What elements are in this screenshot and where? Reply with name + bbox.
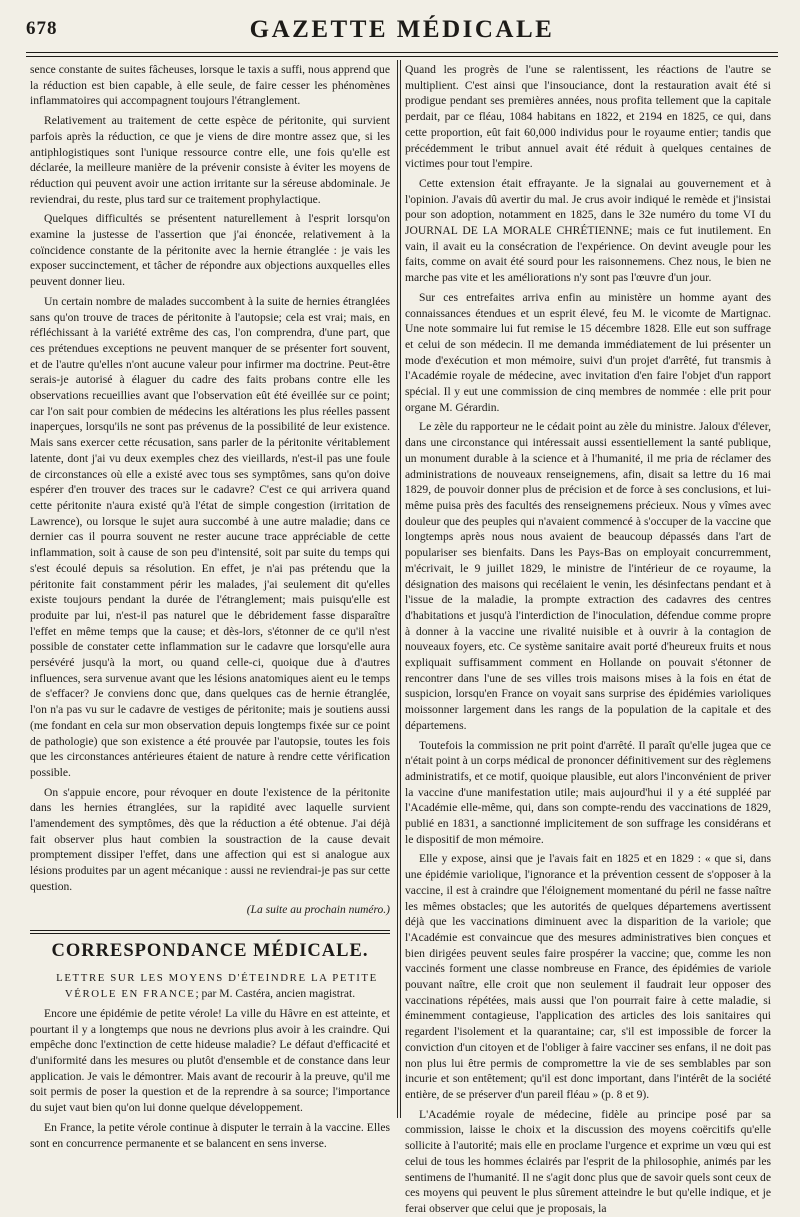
- paragraph: Relativement au traitement de cette espèce de péritonite, qui survient parfois après la réduction, ce que je viens de dire montre assez que, si les antiphlogistiques sont l'unique ressource contre elle, une fois qu'elle est déclarée, la meilleure manière de la prévenir consiste à éviter les moyens de réduction qui peuvent avoir une action irritante sur la séreuse abdominale. Je reviendrai, du reste, plus tard sur ce traitement prophylactique.: [30, 114, 390, 206]
- page-header: [26, 12, 778, 53]
- paragraph: L'Académie royale de médecine, fidèle au principe posé par sa commission, laisse le choix et la discussion des moyens coërcitifs qu'elle sollicite à l'autorité; mais elle en proclame l'urgence et exprime un vœu qui est celui de tous les hommes éclairés par l'esprit de la philosophie, animés par les sentimens de l'humanité. Il ne s'agit donc plus que de savoir quels sont ceux de ces moyens qui peuvent le plus sûrement atteindre le but qu'elle indique, et je ferai observer que celui que je proposais, la: [405, 1107, 771, 1215]
- section-rule: [30, 930, 390, 931]
- letter-title-main: LETTRE SUR LES MOYENS D'ÉTEINDRE LA PETITE VÉROLE EN FRANCE: [56, 971, 378, 1000]
- section-title: CORRESPONDANCE MÉDICALE.: [51, 941, 369, 962]
- column-divider: [400, 60, 401, 1118]
- continuation-note: (La suite au prochain numéro.): [246, 903, 390, 916]
- paragraph: Elle y expose, ainsi que je l'avais fait en 1825 et en 1829 : « que si, dans une épidémie variolique, l'ignorance et la prévention cessent de s'opposer à la vaccine, il est à craindre que l'éloignement momentané du péril ne fasse naître les mêmes obstacles; que les autorités de quelques départemens avertissent déjà que les vaccinations diminuent avec la disparition de la variole; que l'Académie est convaincue que des mesures administratives bien conçues et bien dirigées peuvent seules faire prospérer la vaccine; que, comme les non vaccinés forment une classe nombreuse en France, des épidémies de variole pouvant naître, elle croit que non seulement il faudrait leur opposer des vaccinations répétées, mais aussi que l'on pourrait faire à cette maladie, si éminemment contagieuse, l'application des articles des lois sanitaires qui regardent l'isolement et la quarantaine; car, s'il est impossible de forcer la conviction d'un citoyen et de l'obliger à faire vacciner ses enfans, il ne doit pas non plus lui être permis de compromettre la vie de ses semblables par son incurie et son entêtement; qu'il est donc important, dans l'intérêt de la société entière, de se préserver d'un pareil fléau » (p. 8 et 9).: [405, 852, 771, 1101]
- letter-title: [30, 970, 390, 1002]
- paragraph: Sur ces entrefaites arriva enfin au ministère un homme ayant des connaissances étendues et un esprit élevé, feu M. le vicomte de Martignac. Une note sommaire lui fut remise le 15 décembre 1828. Elle eut son suffrage et celui de son médecin. Il me demanda immédiatement de lui présenter un mode d'exécution et mon mémoire, suivi d'un projet d'arrêté, fut transmis à l'Académie royale de médecine, avec invitation d'en faire l'objet d'un rapport spécial. Il y eut une commission de cinq membres de nommée : elle prit pour organe M. Gérardin.: [405, 290, 771, 414]
- column-divider: [397, 60, 398, 1118]
- paragraph: Quand les progrès de l'une se ralentissent, les réactions de l'autre se multiplient. C'est ainsi que l'insouciance, dont la restauration avait été si prodigue pendant ses premières années, nous profita tellement que la capitale perdait, par ce fléau, 1084 habitans en 1822, et 2194 en 1825, ce qui, dans cette proportion, eût fait 60,000 individus pour le royaume entier; tandis que précédemment le tribut annuel avait été réduit à quelques centaines de victimes pour tout l'empire.: [405, 63, 771, 171]
- paragraph: Quelques difficultés se présentent naturellement à l'esprit lorsqu'on examine la justesse de l'assertion que j'ai énoncée, relativement à la coïncidence constante de la péritonite avec la hernie étranglée : je vais les exposer succinctement, et tâcher de répondre aux objections auxquelles elles peuvent donner lieu.: [30, 212, 390, 289]
- right-column: [405, 62, 771, 1215]
- paragraph: Le zèle du rapporteur ne le cédait point au zèle du ministre. Jaloux d'élever, dans une circonstance qui intéressait aussi essentiellement la santé publique, un monument durable à la science et à l'humanité, il me pria de réclamer des administrations de nouveaux renseignemens, afin, disait sa lettre du 16 mai 1829, de pouvoir donner plus de précision et de force à ses conclusions, et lui-même puisa près des facultés des renseignemens précieux. Nous y vîmes avec douleur que des peuples qui n'avaient commencé à s'occuper de la vaccine que longtemps après nous nous avaient de beaucoup dépassés dans l'art de populariser ses bienfaits. Dans les Pays-Bas on employait concurremment, m'écrivait, le 9 juillet 1829, le ministre de l'intérieur de ce royaume, la désignation des maisons qui recélaient le venin, les désinfectans pendant et à l'issue de la maladie, la prompte extraction des cadavres des centres d'habitations et jusqu'à l'interdiction de l'inoculation, défendue comme propre à donner à la vaccine une rivalité nuisible et à ouvrir à la contagion de nouveaux foyers, etc. Ce système sanitaire avait porté d'heureux fruits et nous expliquait suffisamment comment en Hollande on pouvait s'étonner de rencontrer dans l'une de ses villes trois maisons mises à la fois en état de suspicion, lorsqu'en France on voyait sans surprise des épidémies varioliques moissonner largement dans les rangs de la population de la capitale et des départemens.: [405, 420, 771, 732]
- paragraph: Toutefois la commission ne prit point d'arrêté. Il paraît qu'elle jugea que ce n'était point à un corps médical de prononcer définitivement sur des règlemens administratifs, et ce motif, quoique plausible, eut alors l'inconvénient de priver la vaccine d'une manifestation utile; mais aujourd'hui il y a été suppléé par l'Académie elle-même, qui, dans son compte-rendu des vaccinations de 1829, publié en 1831, a sanctionné implicitement de son suffrage les considérans et le dispositif de mon mémoire.: [405, 738, 771, 846]
- paragraph: Cette extension était effrayante. Je la signalai au gouvernement et à l'opinion. J'avais dû avertir du mal. Je crus avoir indiqué le remède et j'insistai pour son adoption, notamment en 1825, dans le 32e numéro du tome VI du JOURNAL DE LA MORALE CHRÉTIENNE; mais ce fut inutilement. En vain, il avait eu la consécration de l'expérience. On devint aveugle pour les faits, comme on avait été sourd pour les raisonnemens. Chez nous, le bien ne marche pas vite et les améliorations n'y sont pas l'œuvre d'un jour.: [405, 176, 771, 285]
- paragraph: sence constante de suites fâcheuses, lorsque le taxis a suffi, nous apprend que la réduction est bien capable, à elle seule, de faire cesser les phénomènes inflammatoires qui accompagnent toujours l'étranglement.: [30, 63, 390, 108]
- paragraph: En France, la petite vérole continue à disputer le terrain à la vaccine. Elles sont en concurrence permanente et se balancent en sens inverse.: [30, 1120, 390, 1150]
- letter-title-author: ; par M. Castéra, ancien magistrat.: [195, 986, 356, 1000]
- page-number: 678: [26, 18, 58, 39]
- journal-title: GAZETTE MÉDICALE: [249, 16, 555, 43]
- header-rule: [26, 56, 778, 57]
- paragraph: On s'appuie encore, pour révoquer en doute l'existence de la péritonite dans les hernies étranglées, sur la rapidité avec laquelle survient l'amendement des symptômes, dès que la réduction a été obtenue. J'ai déjà fait observer plus haut combien la soustraction de la cause devait promptement dissiper l'effet, dans une affection qui est si analogue aux lésions produites par un agent mécanique : aussi ne reviendrai-je pas sur cette question.: [30, 785, 390, 893]
- left-column: [30, 62, 390, 1150]
- paragraph: Encore une épidémie de petite vérole! La ville du Hâvre en est atteinte, et pourtant il y a longtemps que nous ne devrions plus avoir à les craindre. Qui empêche donc l'extinction de cette hideuse maladie? Le défaut d'efficacité et d'uniformité dans les mesures ou plutôt d'ensemble et de constance dans leur application. Je vais le démontrer. Mais avant de recourir à la preuve, qu'il me soit permis de poser la question et de la reprendre à sa source; l'importance du sujet vaut bien qu'on lui donne quelque développement.: [30, 1006, 390, 1115]
- paragraph: Un certain nombre de malades succombent à la suite de hernies étranglées sans qu'on trouve de traces de péritonite à l'autopsie; cela est vrai; mais, en réfléchissant à la variété extrême des cas, l'on comprendra, d'une part, que ces prétendues exceptions ne peuvent manquer de se présenter fort souvent, et de l'autre qu'elles n'ont aucune valeur pour infirmer ma doctrine. Peut-être serais-je autorisé à élaguer du cadre des faits probans contre elle les observations recueillies avant que l'observation eût été éveillée sur ce point; car l'on sait pour combien de médecins les altérations les plus réelles passent inaperçues, lorsqu'ils ne sont pas prévenus de la possibilité de leur existence. Mais sans exercer cette récusation, sans parler de la péritonite véritablement latente, dont j'ai vu deux exemples chez des vieillards, n'est-il pas une foule de circonstances où elle a existé avec tous ses symptômes, sans qu'on doive espérer d'en trouver des traces sur le cadavre? C'est ce qui arrivera quand cette péritonite n'aura existé qu'à l'état de simple congestion (irritation de Lawrence), ou lorsque le sujet aura succombé à une autre maladie; dans ce dernier cas il pourra souvent ne rester aucune trace appréciable de cette inflammation, soit à cause de son peu d'intensité, soit par suite du temps qui s'est écoulé depuis sa résolution. En effet, je n'ai pas prétendu que la péritonite fait constamment périr les malades, j'ai seulement dit qu'elles existe toujours pendant la durée de l'étranglement; mais puisqu'elle est produite par lui, n'est-il pas naturel que le débridement fasse disparaître l'effet en même temps que la cause; et dès-lors, s'étonner de ce qu'il n'est possible de constater cette inflammation sur le cadavre que lorsqu'elle aura persévéré jusqu'à la mort, ou quand celle-ci, quoique due à d'autres influences, sera survenue avant que les lésions anatomiques aient eu le temps de s'effacer? Je conviens donc que, dans quelques cas de hernie étranglée, l'on n'a pas vu sur le cadavre de vestiges de péritonite; mais je soutiens aussi (me fondant en cela sur mon observation depuis longtemps fixée sur ce point de pathologie) que son existence a été prouvée par l'autopsie, toutes les fois que les circonstances antérieures étaient de nature à rendre cette vérification possible.: [30, 294, 390, 779]
- section-rule: [30, 933, 390, 934]
